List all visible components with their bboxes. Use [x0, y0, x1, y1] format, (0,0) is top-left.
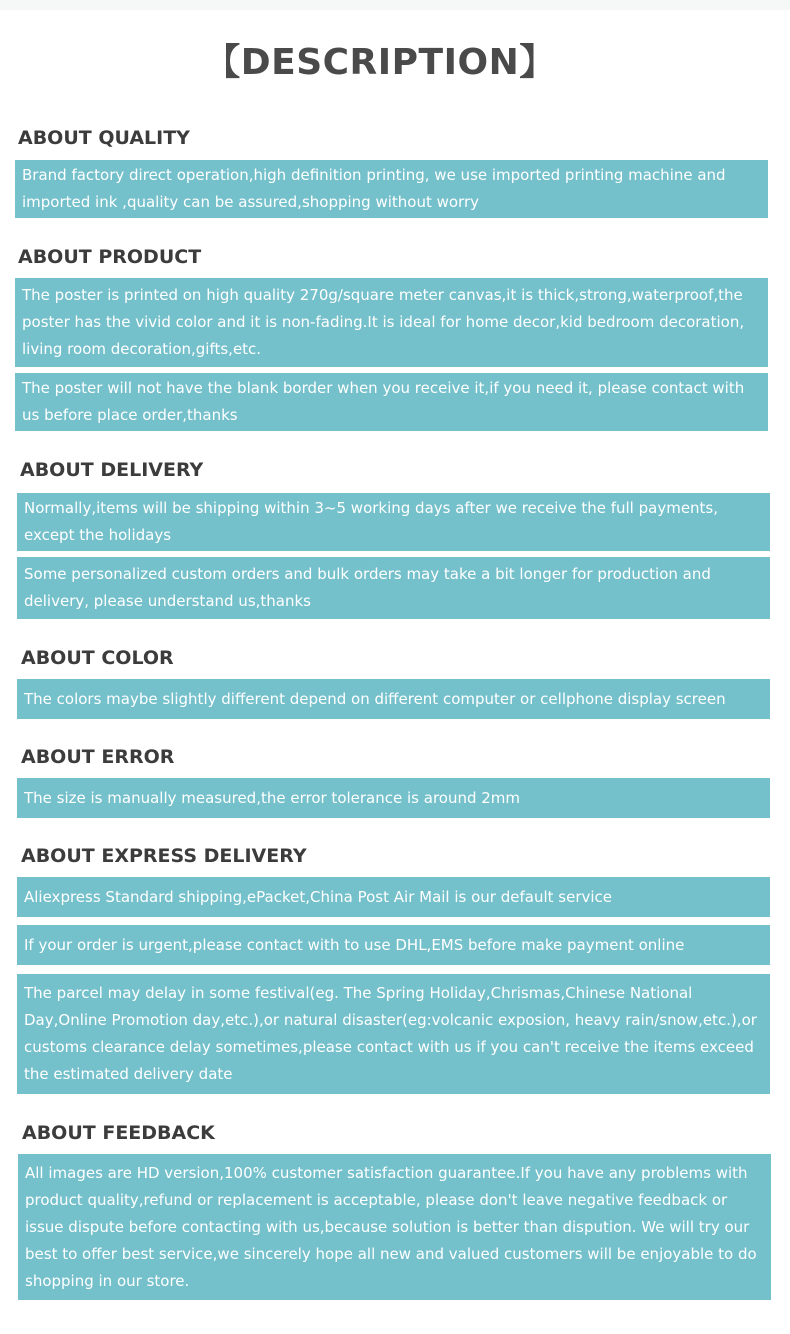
heading-about-quality: ABOUT QUALITY — [18, 127, 190, 149]
error-text-box — [17, 778, 770, 818]
page-title: 【DESCRIPTION】 — [204, 42, 556, 83]
heading-about-express-delivery: ABOUT EXPRESS DELIVERY — [21, 845, 307, 867]
express-text-box-1 — [17, 877, 770, 917]
quality-text-box — [15, 160, 768, 218]
feedback-text-box — [18, 1154, 771, 1300]
color-text-box — [17, 679, 770, 719]
product-text-box-2 — [15, 373, 768, 431]
heading-about-feedback: ABOUT FEEDBACK — [22, 1122, 215, 1144]
express-paragraph-3: The parcel may delay in some festival(eg. The Spring Holiday,Chrismas,Chinese National Day,Online Promotion day,etc.),or natural disaster(eg:volcanic exposion, heavy rain/snow,etc.),or customs clearance delay sometimes,please contact with us if you can't receive the items exceed the estimated delivery date — [24, 984, 757, 1083]
express-text-box-3 — [17, 974, 770, 1094]
product-text-box-1 — [15, 278, 768, 367]
product-paragraph-2: The poster will not have the blank border when you receive it,if you need it, please contact with us before place order,thanks — [22, 379, 745, 424]
delivery-text-box-2 — [17, 557, 770, 619]
error-paragraph: The size is manually measured,the error tolerance is around 2mm — [24, 788, 521, 807]
delivery-paragraph-1: Normally,items will be shipping within 3~5 working days after we receive the full payments, except the holidays — [24, 499, 719, 544]
heading-about-delivery: ABOUT DELIVERY — [20, 459, 204, 481]
color-paragraph: The colors maybe slightly different depend on different computer or cellphone display screen — [24, 689, 726, 708]
top-strip — [0, 0, 790, 10]
heading-about-error: ABOUT ERROR — [21, 746, 175, 768]
express-paragraph-1: Aliexpress Standard shipping,ePacket,China Post Air Mail is our default service — [24, 887, 613, 906]
express-paragraph-2: If your order is urgent,please contact with to use DHL,EMS before make payment online — [24, 935, 685, 954]
product-paragraph-1: The poster is printed on high quality 270g/square meter canvas,it is thick,strong,waterproof,the poster has the vivid color and it is non-fading.It is ideal for home decor,kid bedroom decoration, living room decoration,gifts,etc. — [22, 286, 745, 358]
quality-paragraph: Brand factory direct operation,high definition printing, we use imported printing machine and imported ink ,quality can be assured,shopping without worry — [22, 166, 726, 211]
heading-about-color: ABOUT COLOR — [21, 647, 174, 669]
feedback-paragraph: All images are HD version,100% customer satisfaction guarantee.If you have any problems with product quality,refund or replacement is acceptable, please don't leave negative feedback or issue dispute before contacting with us,because solution is better than dispution. We will try our best to offer best service,we sincerely hope all new and valued customers will be enjoyable to do shopping in our store. — [25, 1163, 757, 1290]
express-text-box-2 — [17, 925, 770, 965]
delivery-text-box-1 — [17, 493, 770, 551]
heading-about-product: ABOUT PRODUCT — [18, 246, 202, 268]
delivery-paragraph-2: Some personalized custom orders and bulk orders may take a bit longer for production and delivery, please understand us,thanks — [24, 565, 711, 610]
